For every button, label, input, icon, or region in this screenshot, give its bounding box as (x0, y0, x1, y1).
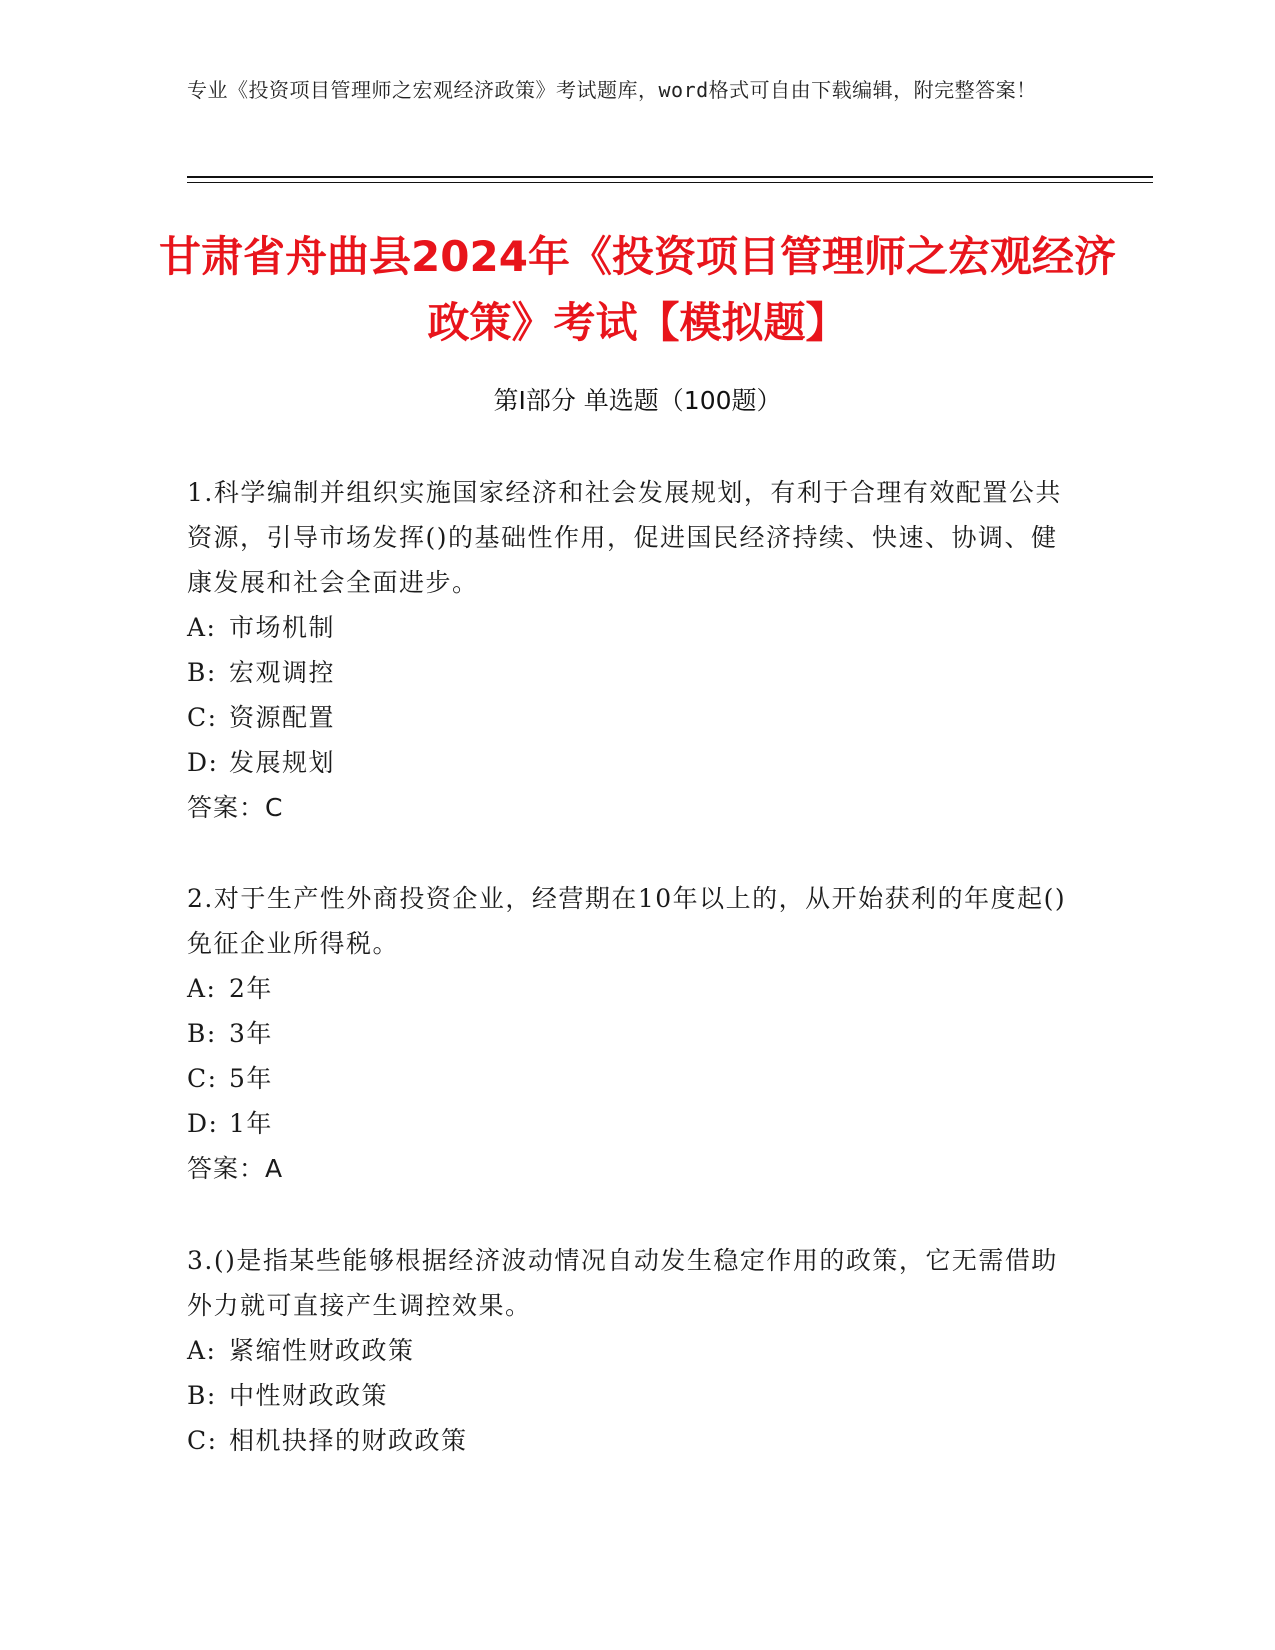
option-key: D: (187, 1109, 219, 1138)
option-text: 5年 (229, 1064, 273, 1093)
option-key: C: (187, 1064, 218, 1093)
header-note: 专业《投资项目管理师之宏观经济政策》考试题库，word格式可自由下载编辑，附完整答案！ (187, 78, 1037, 102)
option-key: C: (187, 703, 218, 732)
question-stem: 2.对于生产性外商投资企业，经营期在10年以上的，从开始获利的年度起()免征企业所得税。 (187, 884, 1067, 958)
option-text: 2年 (229, 974, 273, 1003)
question-stem: 1.科学编制并组织实施国家经济和社会发展规划，有利于合理有效配置公共资源，引导市场发挥()的基础性作用，促进国民经济持续、快速、协调、健康发展和社会全面进步。 (187, 478, 1062, 597)
option-key: A: (187, 613, 217, 642)
option-key: B: (187, 1381, 217, 1410)
answer: 答案：C (187, 793, 284, 822)
option-c (187, 695, 1067, 740)
question-stem: 3.()是指某些能够根据经济波动情况自动发生稳定作用的政策，它无需借助外力就可直接产生调控效果。 (187, 1246, 1058, 1320)
option-text: 3年 (229, 1019, 273, 1048)
option-c (187, 1056, 1067, 1101)
option-b (187, 1373, 1067, 1418)
document-title: 甘肃省舟曲县2024年《投资项目管理师之宏观经济政策》考试【模拟题】 (159, 232, 1116, 347)
option-d (187, 1101, 1067, 1146)
option-key: B: (187, 658, 217, 687)
option-text: 相机抉择的财政政策 (229, 1426, 468, 1455)
option-a (187, 1328, 1067, 1373)
option-text: 1年 (229, 1109, 273, 1138)
option-b (187, 650, 1067, 695)
option-key: B: (187, 1019, 217, 1048)
section-title: 第I部分 单选题（100题） (493, 386, 782, 415)
option-text: 中性财政政策 (229, 1381, 389, 1410)
option-text: 紧缩性财政政策 (229, 1336, 415, 1365)
header-divider-thick (187, 176, 1153, 178)
option-text: 发展规划 (229, 748, 336, 777)
option-text: 宏观调控 (229, 658, 336, 687)
option-a (187, 966, 1067, 1011)
option-key: D: (187, 748, 219, 777)
option-c (187, 1418, 1067, 1463)
option-key: A: (187, 1336, 217, 1365)
question-1 (187, 470, 1067, 830)
option-key: C: (187, 1426, 218, 1455)
answer: 答案：A (187, 1154, 284, 1183)
option-b (187, 1011, 1067, 1056)
option-a (187, 605, 1067, 650)
option-key: A: (187, 974, 217, 1003)
question-3 (187, 1238, 1067, 1463)
option-text: 资源配置 (229, 703, 336, 732)
header-divider-thin (187, 182, 1153, 183)
option-text: 市场机制 (229, 613, 336, 642)
option-d (187, 740, 1067, 785)
question-2 (187, 876, 1067, 1191)
